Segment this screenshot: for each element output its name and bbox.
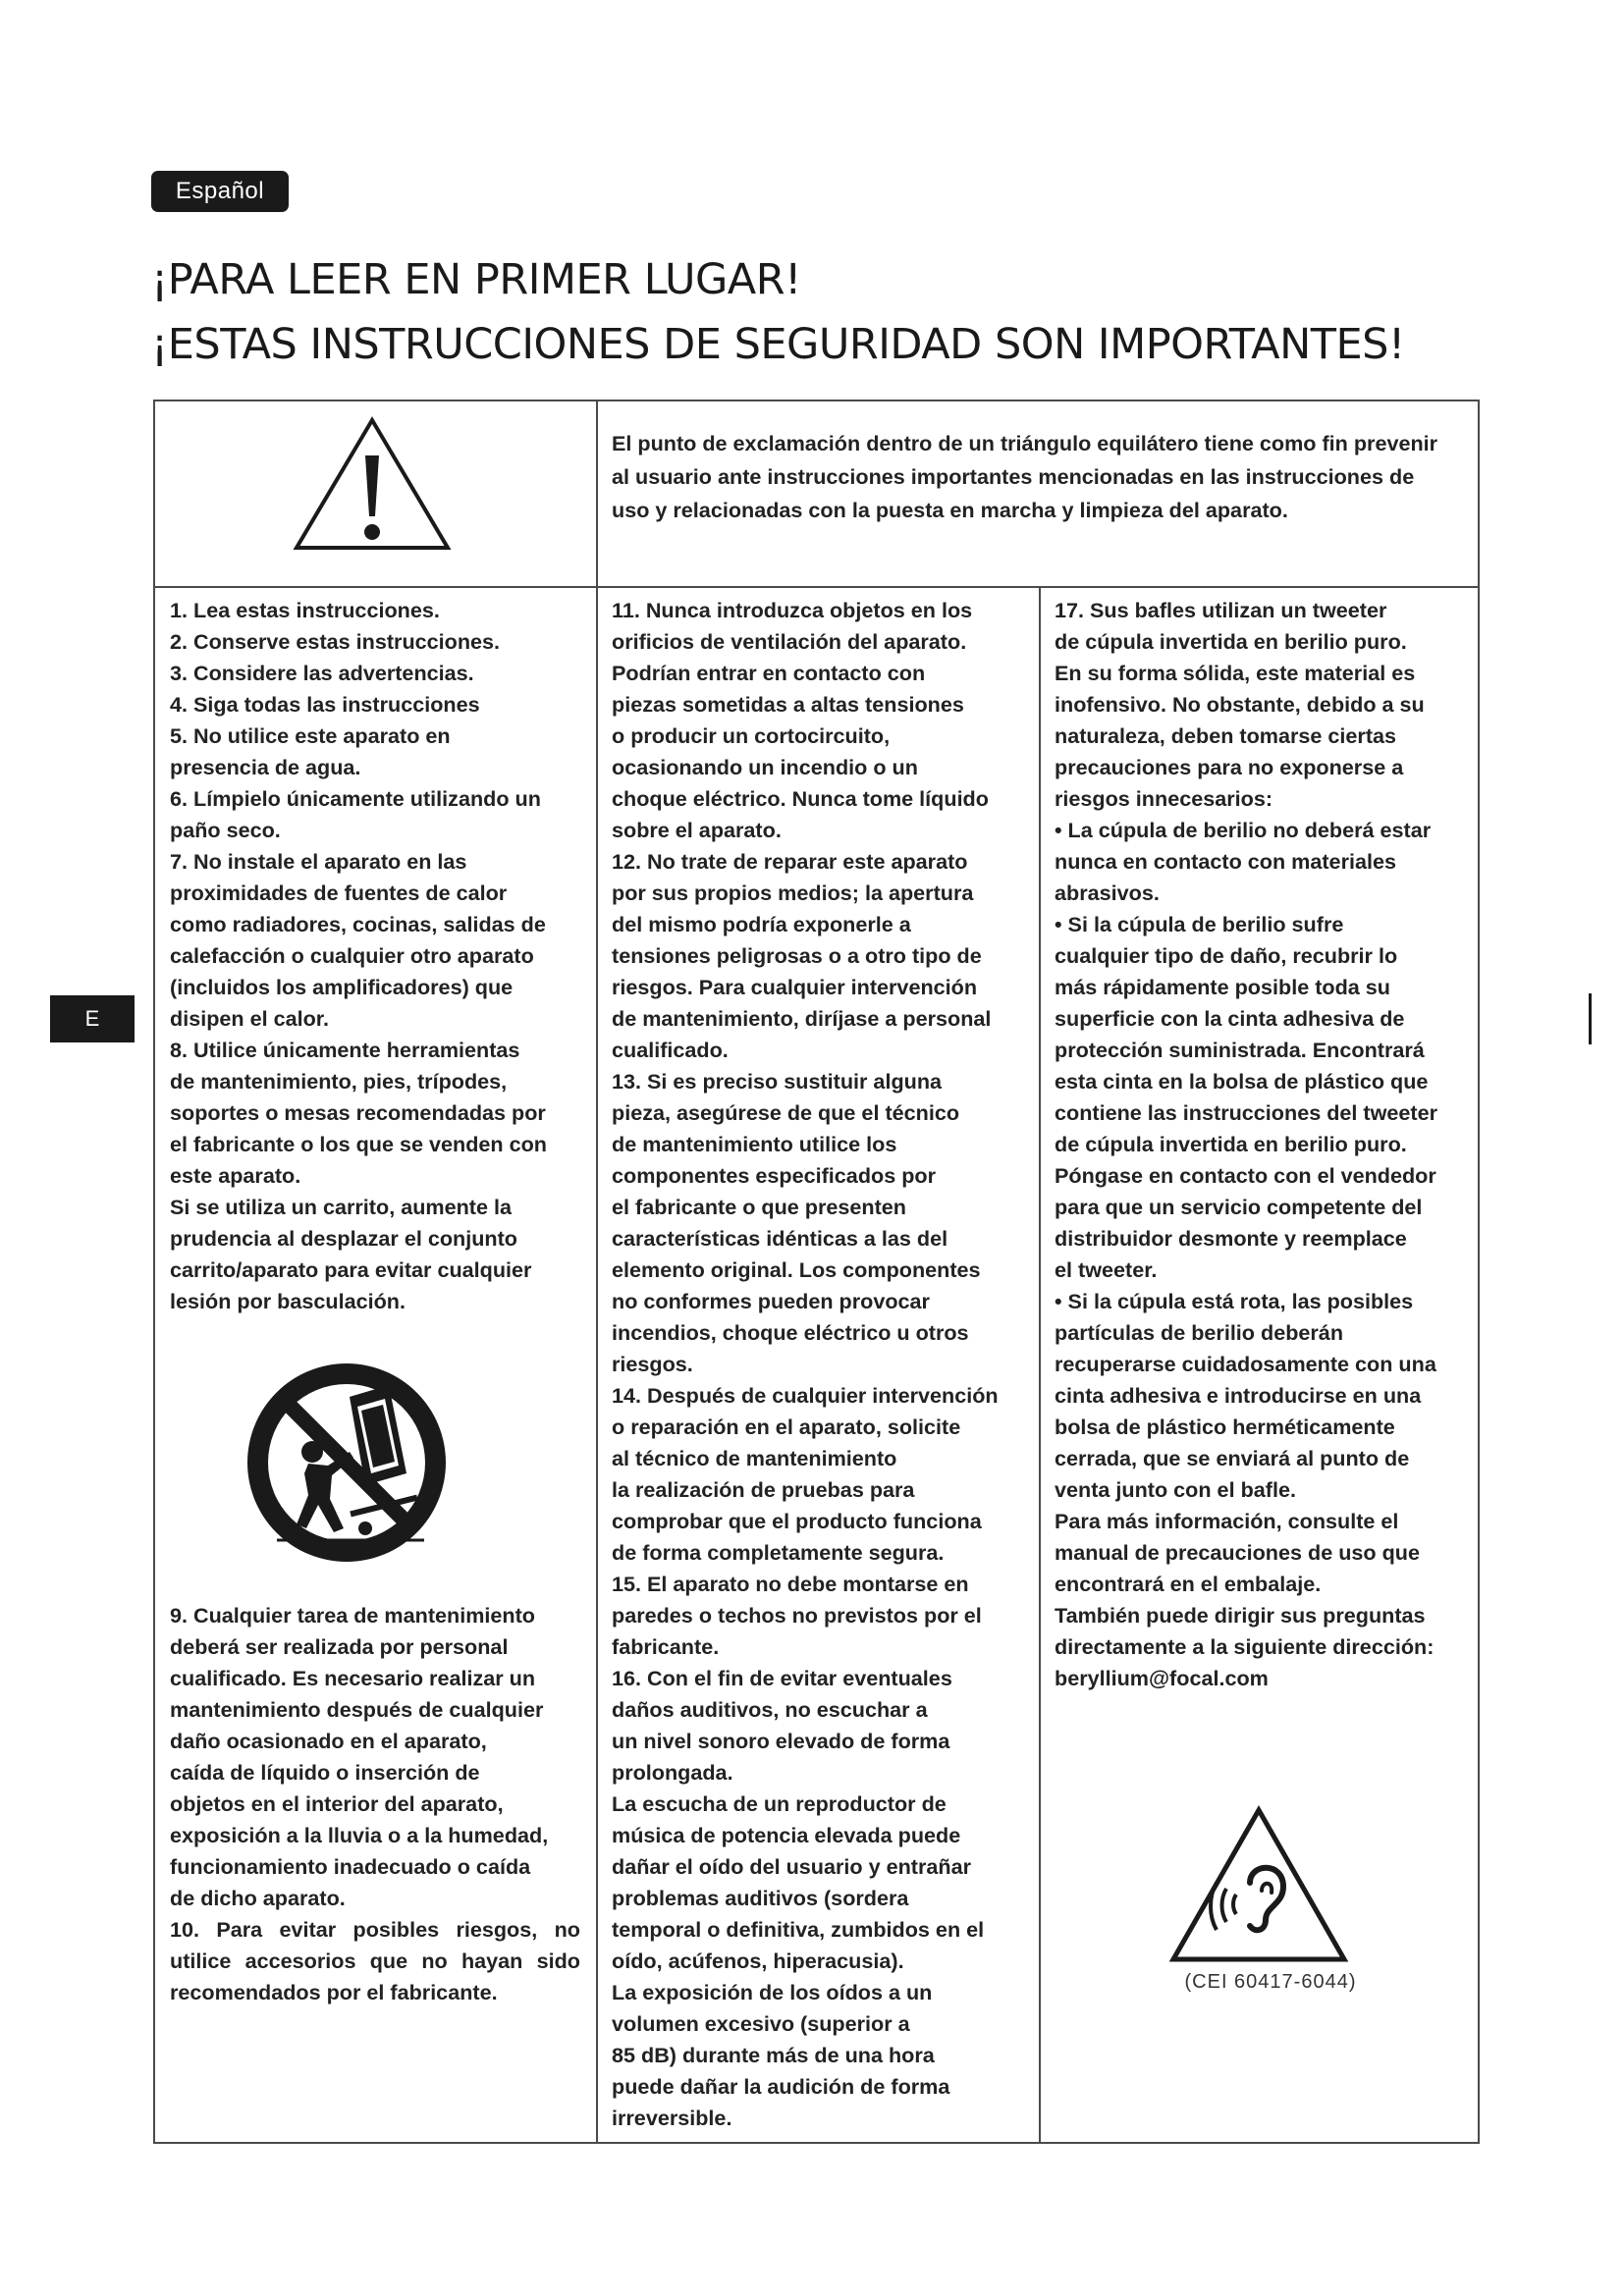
text-line: La exposición de los oídos a un <box>612 1980 933 2004</box>
text-line: recuperarse cuidadosamente con una <box>1055 1352 1436 1376</box>
text-line: 5. No utilice este aparato en <box>170 723 451 748</box>
text-line: recomendados por el fabricante. <box>170 1980 498 2004</box>
text-line: disipen el calor. <box>170 1006 330 1031</box>
text-line: fabricante. <box>612 1634 720 1659</box>
text-line: (incluidos los amplificadores) que <box>170 975 514 999</box>
text-line: al técnico de mantenimiento <box>612 1446 897 1470</box>
text-line: riesgos. Para cualquier intervención <box>612 975 978 999</box>
text-line: de forma completamente segura. <box>612 1540 945 1565</box>
table-divider-2 <box>1039 587 1041 2144</box>
text-line: caída de líquido o inserción de <box>170 1760 480 1785</box>
text-line: características idénticas a las del <box>612 1226 948 1251</box>
page-edge-marker <box>1589 993 1592 1044</box>
text-line: para que un servicio competente del <box>1055 1195 1423 1219</box>
text-line: naturaleza, deben tomarse ciertas <box>1055 723 1397 748</box>
text-line: bolsa de plástico herméticamente <box>1055 1415 1395 1439</box>
text-line: 1. Lea estas instrucciones. <box>170 598 440 622</box>
text-line: irreversible. <box>612 2106 732 2130</box>
text-line: más rápidamente posible toda su <box>1055 975 1390 999</box>
text-line: objetos en el interior del aparato, <box>170 1791 504 1816</box>
text-line: cinta adhesiva e introducirse en una <box>1055 1383 1422 1408</box>
cart-tip-over-icon <box>240 1356 454 1570</box>
text-line: como radiadores, cocinas, salidas de <box>170 912 546 936</box>
text-line: riesgos. <box>612 1352 693 1376</box>
text-line: de dicho aparato. <box>170 1886 346 1910</box>
text-line: el tweeter. <box>1055 1257 1158 1282</box>
text-line: o reparación en el aparato, solicite <box>612 1415 961 1439</box>
text-line: no conformes pueden provocar <box>612 1289 930 1313</box>
text-line: esta cinta en la bolsa de plástico que <box>1055 1069 1429 1094</box>
text-line: calefacción o cualquier otro aparato <box>170 943 534 968</box>
text-line: 7. No instale el aparato en las <box>170 849 467 874</box>
side-language-tab: E <box>50 995 135 1042</box>
text-line: temporal o definitiva, zumbidos en el <box>612 1917 985 1942</box>
page-title <box>151 247 1405 377</box>
text-line: La escucha de un reproductor de <box>612 1791 947 1816</box>
text-line: sobre el aparato. <box>612 818 782 842</box>
hearing-icon-caption: (CEI 60417-6044) <box>1184 1971 1357 1993</box>
text-line: un nivel sonoro elevado de forma <box>612 1729 950 1753</box>
text-line: Póngase en contacto con el vendedor <box>1055 1163 1436 1188</box>
text-line: 14. Después de cualquier intervención <box>612 1383 999 1408</box>
column-1-upper <box>170 595 574 1317</box>
text-line: de cúpula invertida en berilio puro. <box>1055 629 1407 654</box>
text-line: superficie con la cinta adhesiva de <box>1055 1006 1405 1031</box>
text-line: volumen excesivo (superior a <box>612 2011 910 2036</box>
text-line: nunca en contacto con materiales <box>1055 849 1396 874</box>
text-line: el fabricante o los que se venden con <box>170 1132 547 1156</box>
title-line-1: ¡PARA LEER EN PRIMER LUGAR! <box>151 255 801 304</box>
text-line: 10. Para evitar posibles riesgos, no <box>170 1917 580 1942</box>
column-1-lower <box>170 1600 580 2008</box>
text-line: choque eléctrico. Nunca tome líquido <box>612 786 989 811</box>
text-line: Si se utiliza un carrito, aumente la <box>170 1195 512 1219</box>
text-line: por sus propios medios; la apertura <box>612 881 974 905</box>
text-line: daño ocasionado en el aparato, <box>170 1729 487 1753</box>
text-line: incendios, choque eléctrico u otros <box>612 1320 969 1345</box>
text-line: riesgos innecesarios: <box>1055 786 1273 811</box>
text-line: contiene las instrucciones del tweeter <box>1055 1100 1438 1125</box>
text-line: paredes o techos no previstos por el <box>612 1603 982 1628</box>
text-line: problemas auditivos (sordera <box>612 1886 909 1910</box>
text-line: abrasivos. <box>1055 881 1160 905</box>
text-line: el fabricante o que presenten <box>612 1195 906 1219</box>
text-line: 12. No trate de reparar este aparato <box>612 849 968 874</box>
text-line: 6. Límpielo únicamente utilizando un <box>170 786 541 811</box>
text-line: daños auditivos, no escuchar a <box>612 1697 928 1722</box>
text-line: comprobar que el producto funciona <box>612 1509 982 1533</box>
text-line: Para más información, consulte el <box>1055 1509 1399 1533</box>
text-line: lesión por basculación. <box>170 1289 406 1313</box>
text-line: exposición a la lluvia o a la humedad, <box>170 1823 549 1847</box>
text-line: la realización de pruebas para <box>612 1477 915 1502</box>
warning-triangle-icon <box>293 416 452 552</box>
text-line: 2. Conserve estas instrucciones. <box>170 629 501 654</box>
table-divider-1 <box>596 400 598 2144</box>
text-line: piezas sometidas a altas tensiones <box>612 692 964 717</box>
text-line: venta junto con el bafle. <box>1055 1477 1296 1502</box>
text-line: componentes especificados por <box>612 1163 936 1188</box>
hearing-warning-icon <box>1167 1804 1350 1965</box>
text-line: 17. Sus bafles utilizan un tweeter <box>1055 598 1387 622</box>
text-line: del mismo podría exponerle a <box>612 912 911 936</box>
text-line: proximidades de fuentes de calor <box>170 881 508 905</box>
text-line: 16. Con el fin de evitar eventuales <box>612 1666 952 1690</box>
text-line: o producir un cortocircuito, <box>612 723 891 748</box>
column-3 <box>1055 595 1472 1694</box>
text-line: utilice accesorios que no hayan sido <box>170 1949 580 1973</box>
text-line: • La cúpula de berilio no deberá estar <box>1055 818 1432 842</box>
language-badge: Español <box>151 171 289 212</box>
text-line: 15. El aparato no debe montarse en <box>612 1572 969 1596</box>
text-line: cualquier tipo de daño, recubrir lo <box>1055 943 1398 968</box>
text-line: de mantenimiento, diríjase a personal <box>612 1006 992 1031</box>
text-line: protección suministrada. Encontrará <box>1055 1038 1425 1062</box>
text-line: 4. Siga todas las instrucciones <box>170 692 480 717</box>
text-line: 13. Si es preciso sustituir alguna <box>612 1069 943 1094</box>
text-line: 85 dB) durante más de una hora <box>612 2043 935 2067</box>
text-line: También puede dirigir sus preguntas <box>1055 1603 1426 1628</box>
warning-note: El punto de exclamación dentro de un triángulo equilátero tiene como fin prevenir al usuario ante instrucciones importantes mencionadas en las instrucciones de uso y relacionadas con la puesta en marcha y limpieza del aparato. <box>612 431 1438 522</box>
text-line: 8. Utilice únicamente herramientas <box>170 1038 520 1062</box>
text-line: inofensivo. No obstante, debido a su <box>1055 692 1425 717</box>
text-line: Podrían entrar en contacto con <box>612 661 926 685</box>
text-line: música de potencia elevada puede <box>612 1823 961 1847</box>
text-line: • Si la cúpula está rota, las posibles <box>1055 1289 1414 1313</box>
text-line: funcionamiento inadecuado o caída <box>170 1854 531 1879</box>
text-line: 9. Cualquier tarea de mantenimiento <box>170 1603 535 1628</box>
text-line: encontrará en el embalaje. <box>1055 1572 1322 1596</box>
text-line: manual de precauciones de uso que <box>1055 1540 1420 1565</box>
text-line: presencia de agua. <box>170 755 361 779</box>
text-line: elemento original. Los componentes <box>612 1257 981 1282</box>
text-line: de cúpula invertida en berilio puro. <box>1055 1132 1407 1156</box>
text-line: En su forma sólida, este material es <box>1055 661 1416 685</box>
text-line: de mantenimiento, pies, trípodes, <box>170 1069 508 1094</box>
text-line: directamente a la siguiente dirección: <box>1055 1634 1435 1659</box>
title-line-2: ¡ESTAS INSTRUCCIONES DE SEGURIDAD SON IMPORTANTES! <box>151 320 1405 369</box>
text-line: prudencia al desplazar el conjunto <box>170 1226 517 1251</box>
text-line: ocasionando un incendio o un <box>612 755 918 779</box>
column-2 <box>612 595 1029 2134</box>
text-line: deberá ser realizada por personal <box>170 1634 509 1659</box>
text-line: paño seco. <box>170 818 281 842</box>
text-line: este aparato. <box>170 1163 301 1188</box>
table-row-divider <box>153 586 1480 588</box>
text-line: dañar el oído del usuario y entrañar <box>612 1854 971 1879</box>
text-line: soportes o mesas recomendadas por <box>170 1100 546 1125</box>
text-line: cerrada, que se enviará al punto de <box>1055 1446 1410 1470</box>
text-line: 11. Nunca introduzca objetos en los <box>612 598 973 622</box>
text-line: mantenimiento después de cualquier <box>170 1697 544 1722</box>
text-line: carrito/aparato para evitar cualquier <box>170 1257 532 1282</box>
text-line: distribuidor desmonte y reemplace <box>1055 1226 1407 1251</box>
text-line: orificios de ventilación del aparato. <box>612 629 967 654</box>
text-line: beryllium@focal.com <box>1055 1666 1269 1690</box>
text-line: partículas de berilio deberán <box>1055 1320 1344 1345</box>
text-line: 3. Considere las advertencias. <box>170 661 474 685</box>
text-line: tensiones peligrosas o a otro tipo de <box>612 943 982 968</box>
text-line: oído, acúfenos, hiperacusia). <box>612 1949 904 1973</box>
text-line: puede dañar la audición de forma <box>612 2074 950 2099</box>
text-line: precauciones para no exponerse a <box>1055 755 1404 779</box>
text-line: cualificado. Es necesario realizar un <box>170 1666 536 1690</box>
text-line: cualificado. <box>612 1038 729 1062</box>
text-line: de mantenimiento utilice los <box>612 1132 897 1156</box>
text-line: pieza, asegúrese de que el técnico <box>612 1100 960 1125</box>
text-line: prolongada. <box>612 1760 733 1785</box>
text-line: • Si la cúpula de berilio sufre <box>1055 912 1344 936</box>
